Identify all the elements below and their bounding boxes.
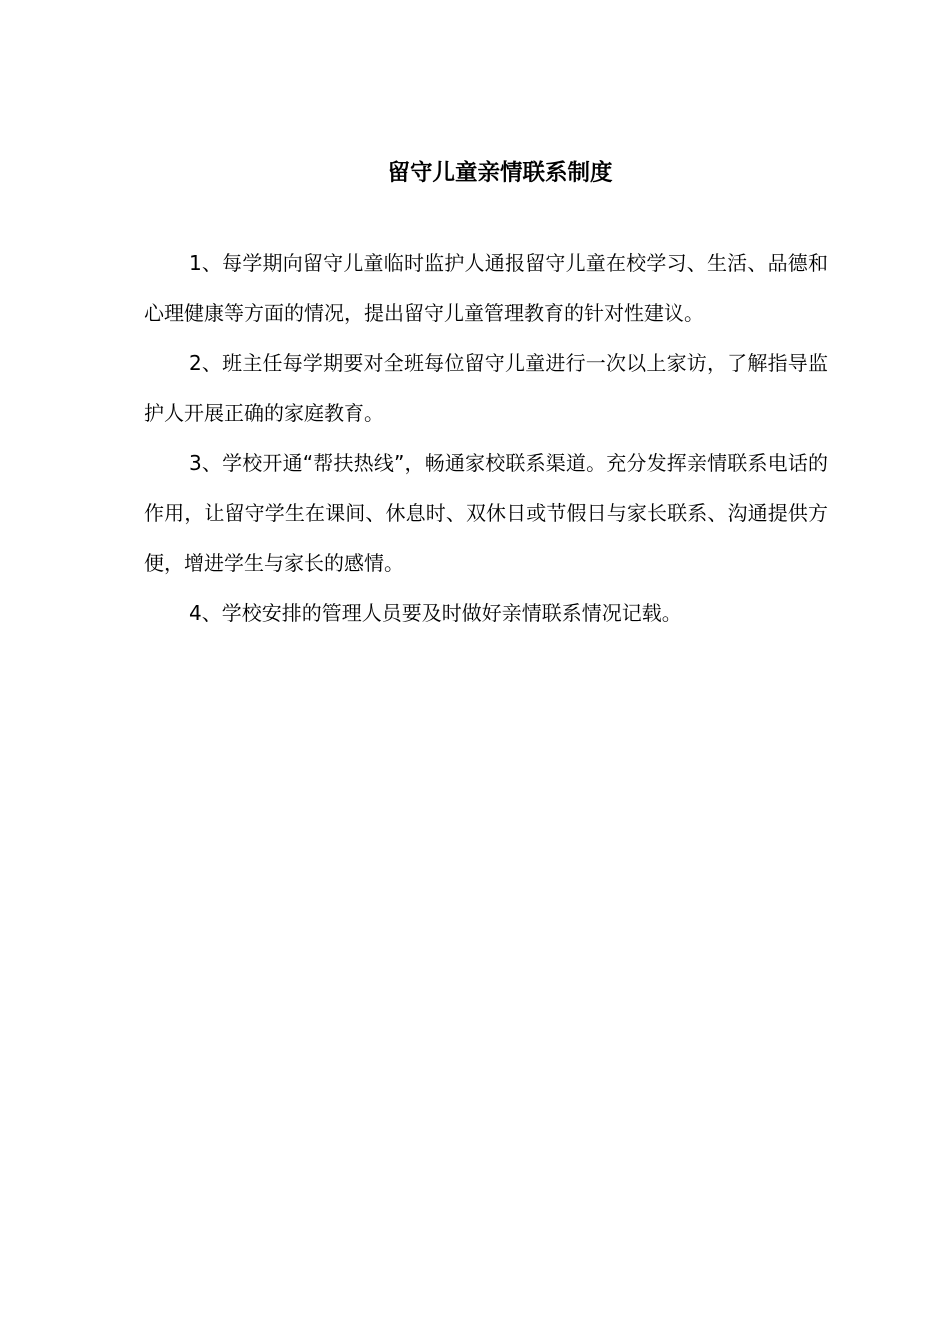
document-title: 留守儿童亲情联系制度	[387, 160, 613, 186]
paragraph-2: 2、班主任每学期要对全班每位留守儿童进行一次以上家访，了解指导监护人开展正确的家庭教育。	[144, 351, 828, 425]
document-body	[144, 238, 828, 638]
paragraph-1: 1、每学期向留守儿童临时监护人通报留守儿童在校学习、生活、品德和心理健康等方面的情况，提出留守儿童管理教育的针对性建议。	[144, 251, 828, 325]
paragraph-4: 4、学校安排的管理人员要及时做好亲情联系情况记载。	[189, 601, 682, 625]
paragraph-3: 3、学校开通“帮扶热线”，畅通家校联系渠道。充分发挥亲情联系电话的作用，让留守学生在课间、休息时、双休日或节假日与家长联系、沟通提供方便，增进学生与家长的感情。	[144, 451, 828, 575]
